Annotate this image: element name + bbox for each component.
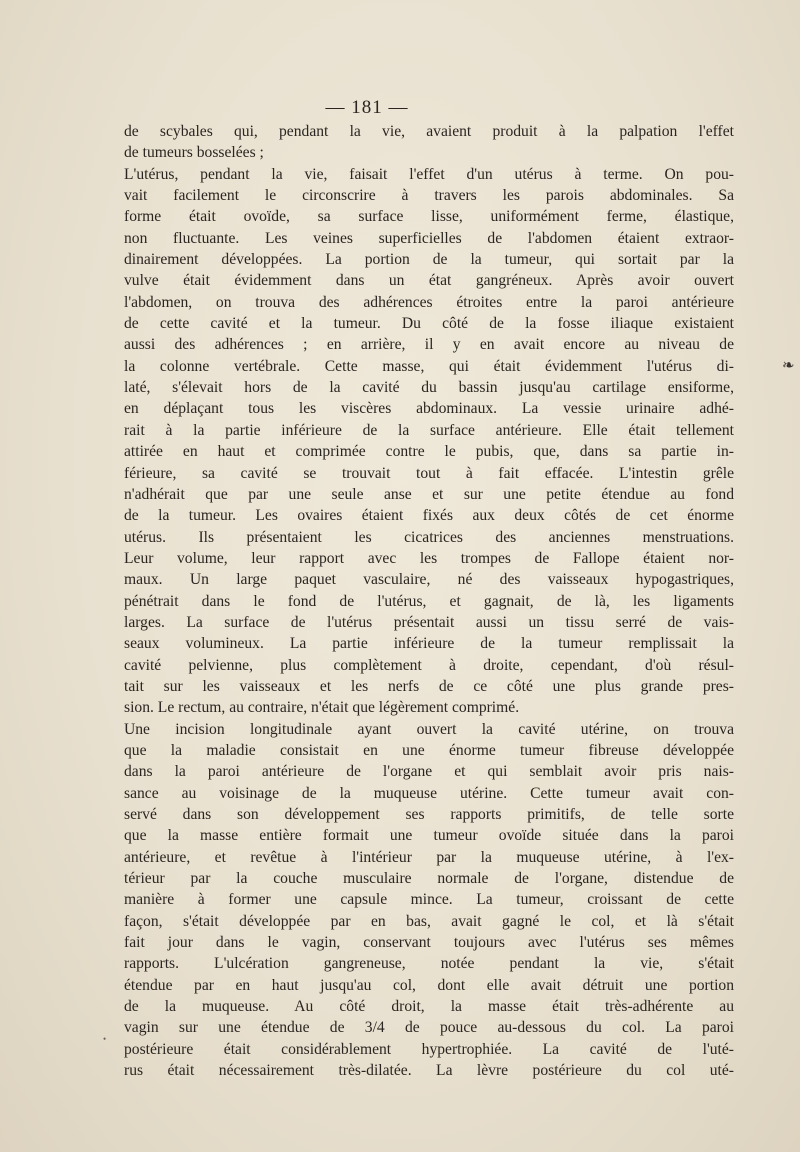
text-line: rait à la partie inférieure de la surface antérieure. Elle était tellement — [124, 421, 734, 439]
text-line: cavité pelvienne, plus complètement à droite, cependant, d'où résul- — [124, 656, 734, 674]
text-line: laté, s'élevait hors de la cavité du bassin jusqu'au cartilage ensiforme, — [124, 379, 734, 397]
text-line: rus était nécessairement très-dilatée. La lèvre postérieure du col uté- — [124, 1062, 734, 1080]
text-line: n'adhérait que par une seule anse et sur une petite étendue au fond — [124, 485, 734, 503]
body-text — [124, 121, 734, 1081]
text-line: vulve était évidemment dans un état gangréneux. Après avoir ouvert — [124, 272, 734, 290]
text-line: dinairement développées. La portion de la tumeur, qui sortait par la — [124, 251, 734, 269]
text-line: larges. La surface de l'utérus présentait aussi un tissu serré de vais- — [124, 613, 734, 631]
text-line: de cette cavité et la tumeur. Du côté de la fosse iliaque existaient — [124, 315, 734, 333]
text-line: antérieure, et revêtue à l'intérieur par la muqueuse utérine, à l'ex- — [124, 848, 734, 866]
margin-dot: • — [103, 1034, 107, 1044]
text-line: sance au voisinage de la muqueuse utérine. Cette tumeur avait con- — [124, 784, 734, 802]
text-line: attirée en haut et comprimée contre le pubis, que, dans sa partie in- — [124, 443, 734, 461]
text-line: térieur par la couche musculaire normale de l'organe, distendue de — [124, 870, 734, 888]
margin-ornament: ❧ — [782, 358, 795, 374]
text-line: servé dans son développement ses rapports primitifs, de telle sorte — [124, 806, 734, 823]
text-line: de scybales qui, pendant la vie, avaient produit à la palpation l'effet — [124, 123, 734, 140]
text-line: L'utérus, pendant la vie, faisait l'effet d'un utérus à terme. On pou- — [124, 165, 734, 183]
text-line: de tumeurs bosselées ; — [124, 144, 264, 162]
text-line: férieure, sa cavité se trouvait tout à fait effacée. L'intestin grêle — [124, 464, 734, 482]
text-line: l'abdomen, on trouva des adhérences étroites entre la paroi antérieure — [124, 293, 734, 311]
text-line: sion. Le rectum, au contraire, n'était que légèrement comprimé. — [124, 699, 520, 717]
text-line: Leur volume, leur rapport avec les trompes de Fallope étaient nor- — [124, 549, 734, 567]
text-line: tait sur les vaisseaux et les nerfs de ce côté une plus grande pres- — [124, 677, 734, 695]
text-line: façon, s'était développée par en bas, avait gagné le col, et là s'était — [124, 912, 734, 930]
text-line: manière à former une capsule mince. La tumeur, croissant de cette — [124, 891, 734, 909]
text-line: de la muqueuse. Au côté droit, la masse était très-adhérente au — [124, 998, 734, 1016]
text-line: que la maladie consistait en une énorme tumeur fibreuse développée — [124, 741, 734, 759]
text-line: rapports. L'ulcération gangreneuse, notée pendant la vie, s'était — [124, 955, 734, 973]
text-line: maux. Un large paquet vasculaire, né des vaisseaux hypogastriques, — [124, 571, 734, 589]
page-number: — 181 — — [325, 97, 409, 118]
text-line: de la tumeur. Les ovaires étaient fixés aux deux côtés de cet énorme — [124, 507, 734, 525]
text-line: pénétrait dans le fond de l'utérus, et gagnait, de là, les ligaments — [124, 592, 734, 610]
text-line: aussi des adhérences ; en arrière, il y en avait encore au niveau de — [124, 336, 734, 354]
text-line: que la masse entière formait une tumeur ovoïde située dans la paroi — [124, 827, 734, 845]
text-line: seaux volumineux. La partie inférieure de la tumeur remplissait la — [124, 635, 734, 653]
text-line: la colonne vertébrale. Cette masse, qui était évidemment l'utérus di- — [124, 357, 734, 375]
text-line: en déplaçant tous les viscères abdominaux. La vessie urinaire adhé- — [124, 400, 734, 418]
text-line: non fluctuante. Les veines superficielles de l'abdomen étaient extraor- — [124, 229, 734, 247]
text-line: dans la paroi antérieure de l'organe et qui semblait avoir pris nais- — [124, 763, 734, 781]
text-line: vagin sur une étendue de 3/4 de pouce au-dessous du col. La paroi — [124, 1019, 734, 1037]
text-line: utérus. Ils présentaient les cicatrices des anciennes menstruations. — [124, 528, 734, 546]
text-line: forme était ovoïde, sa surface lisse, uniformément ferme, élastique, — [124, 208, 734, 226]
text-line: vait facilement le circonscrire à travers les parois abdominales. Sa — [124, 187, 734, 205]
text-line: Une incision longitudinale ayant ouvert la cavité utérine, on trouva — [124, 720, 734, 738]
text-line: postérieure était considérablement hypertrophiée. La cavité de l'uté- — [124, 1040, 734, 1058]
text-line: étendue par en haut jusqu'au col, dont elle avait détruit une portion — [124, 976, 734, 994]
text-line: fait jour dans le vagin, conservant toujours avec l'utérus ses mêmes — [124, 934, 734, 952]
